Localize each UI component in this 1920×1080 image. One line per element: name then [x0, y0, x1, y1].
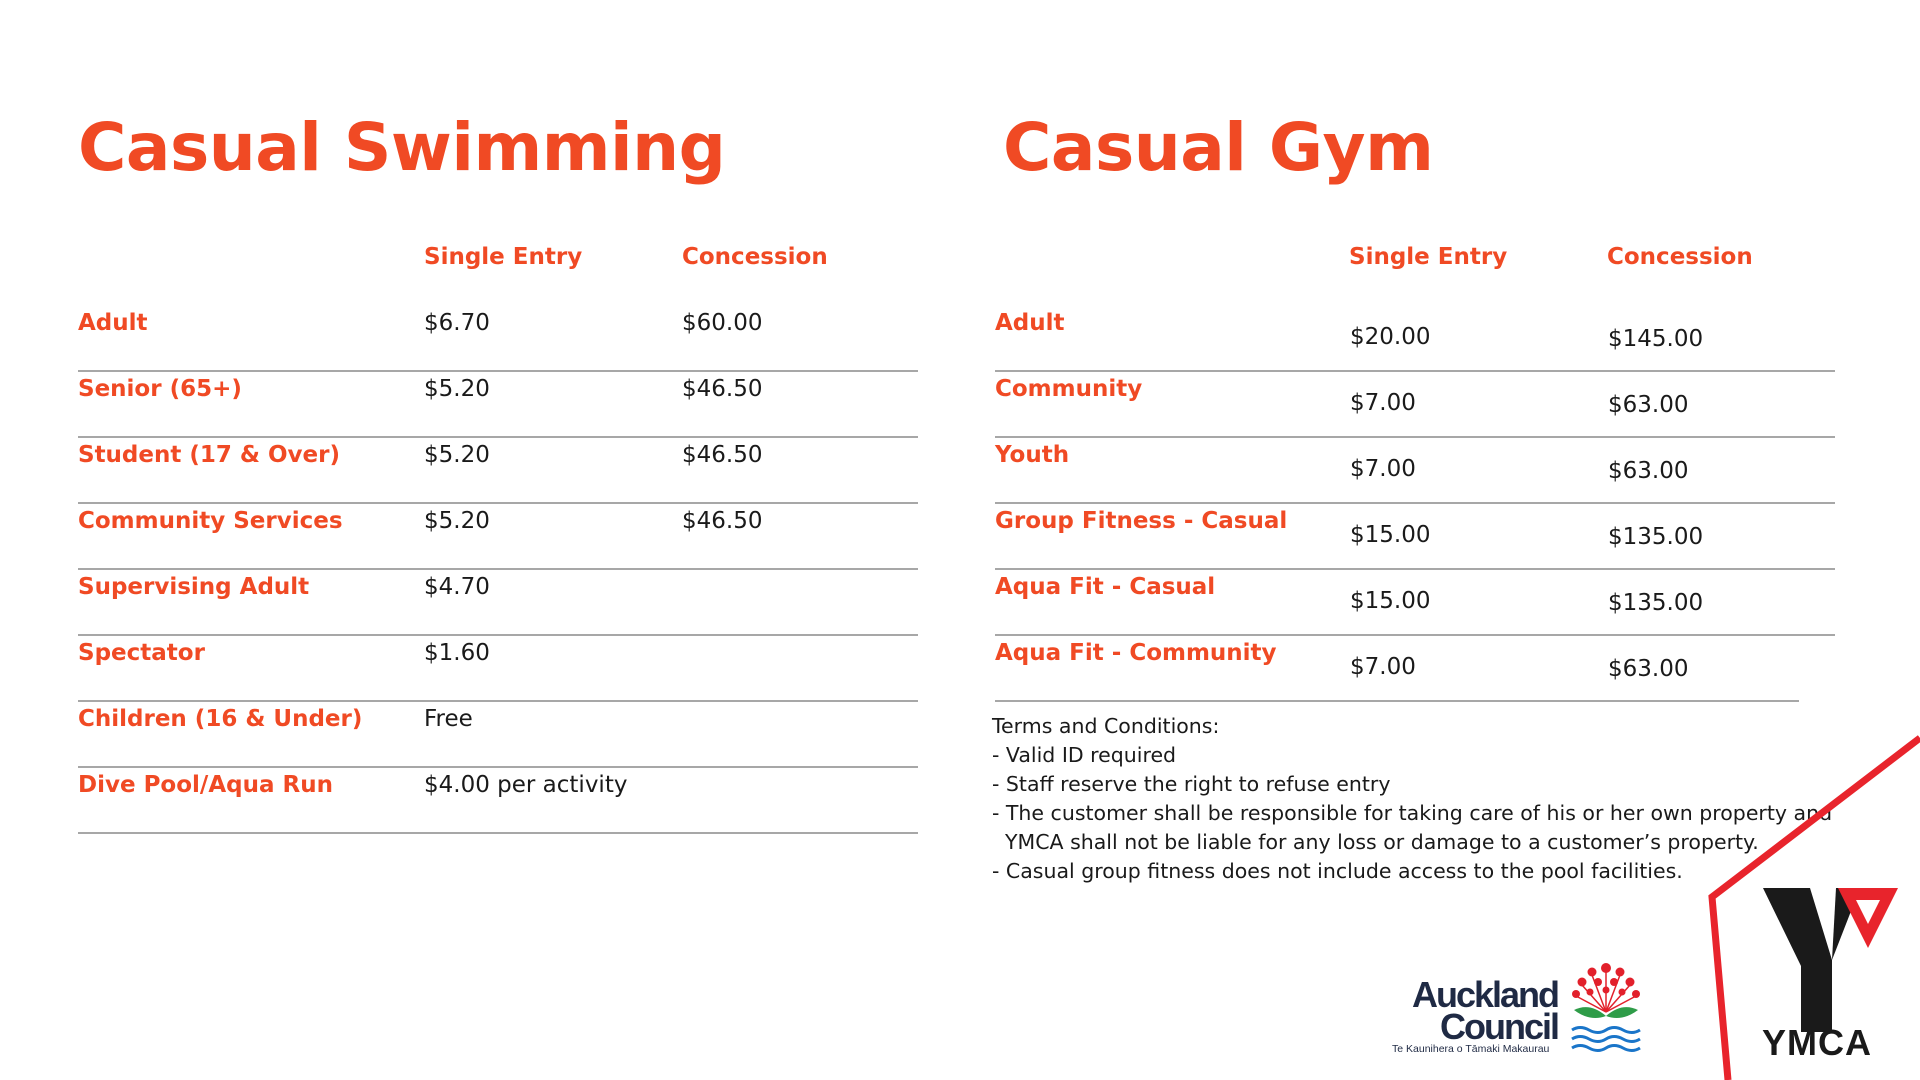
table-row — [995, 502, 1835, 570]
terms-item-continued: YMCA shall not be liable for any loss or damage to a customer’s property. — [1005, 830, 1759, 854]
terms-item: - Staff reserve the right to refuse entry — [992, 772, 1391, 796]
table-row — [78, 568, 918, 636]
council-name-line2: Council — [1440, 1006, 1558, 1047]
concession-price: $46.50 — [682, 442, 763, 468]
table-row — [995, 304, 1835, 372]
gym-header-concession: Concession — [1607, 244, 1753, 270]
single-entry-price: Free — [424, 706, 473, 732]
table-row — [78, 502, 918, 570]
single-entry-price: $1.60 — [424, 640, 490, 666]
auckland-council-logo — [1388, 960, 1648, 1060]
swimming-title: Casual Swimming — [78, 109, 726, 186]
table-row — [78, 304, 918, 372]
concession-price: $60.00 — [682, 310, 763, 336]
pohutukawa-flower-icon — [1564, 960, 1648, 1060]
single-entry-price: $15.00 — [1350, 588, 1431, 614]
terms-heading: Terms and Conditions: — [992, 714, 1220, 738]
table-row — [995, 568, 1835, 636]
gym-title: Casual Gym — [1003, 109, 1434, 186]
single-entry-price: $4.70 — [424, 574, 490, 600]
single-entry-price: $7.00 — [1350, 654, 1416, 680]
terms-item: - The customer shall be responsible for taking care of his or her own property and — [992, 801, 1833, 825]
row-label: Spectator — [78, 640, 205, 666]
council-name-line1: Auckland — [1411, 974, 1558, 1015]
table-row — [78, 700, 918, 768]
single-entry-price: $7.00 — [1350, 390, 1416, 416]
row-label: Senior (65+) — [78, 376, 242, 402]
concession-price: $63.00 — [1608, 392, 1689, 418]
row-label: Dive Pool/Aqua Run — [78, 772, 333, 798]
concession-price: $46.50 — [682, 508, 763, 534]
row-label: Aqua Fit - Community — [995, 640, 1277, 666]
concession-price: $145.00 — [1608, 326, 1704, 352]
single-entry-price: $6.70 — [424, 310, 490, 336]
table-row — [78, 766, 918, 834]
row-label: Student (17 & Over) — [78, 442, 340, 468]
row-label: Youth — [995, 442, 1070, 468]
swimming-header-single-entry: Single Entry — [424, 244, 583, 270]
single-entry-price: $20.00 — [1350, 324, 1431, 350]
single-entry-price: $7.00 — [1350, 456, 1416, 482]
council-tagline: Te Kaunihera o Tāmaki Makaurau — [1392, 1043, 1550, 1055]
single-entry-price: $15.00 — [1350, 522, 1431, 548]
ymca-wordmark: YMCA — [1762, 1022, 1872, 1063]
concession-price: $135.00 — [1608, 524, 1704, 550]
row-label: Community — [995, 376, 1143, 402]
table-row — [78, 634, 918, 702]
single-entry-price: $5.20 — [424, 508, 490, 534]
terms-item: - Valid ID required — [992, 743, 1177, 767]
concession-price: $63.00 — [1608, 458, 1689, 484]
table-row — [995, 634, 1799, 702]
swimming-header-concession: Concession — [682, 244, 828, 270]
row-label: Adult — [995, 310, 1065, 336]
row-label: Aqua Fit - Casual — [995, 574, 1216, 600]
terms-and-conditions — [992, 712, 1833, 886]
table-row — [78, 436, 918, 504]
table-row — [995, 436, 1835, 504]
concession-price: $63.00 — [1608, 656, 1689, 682]
row-label: Supervising Adult — [78, 574, 310, 600]
concession-price: $135.00 — [1608, 590, 1704, 616]
concession-price: $46.50 — [682, 376, 763, 402]
row-label: Children (16 & Under) — [78, 706, 363, 732]
single-entry-price: $5.20 — [424, 442, 490, 468]
terms-item: - Casual group fitness does not include access to the pool facilities. — [992, 859, 1683, 883]
table-row — [78, 370, 918, 438]
table-row — [995, 370, 1835, 438]
row-label: Adult — [78, 310, 148, 336]
single-entry-price: $4.00 per activity — [424, 772, 628, 798]
row-label: Group Fitness - Casual — [995, 508, 1288, 534]
gym-header-single-entry: Single Entry — [1349, 244, 1508, 270]
row-label: Community Services — [78, 508, 343, 534]
single-entry-price: $5.20 — [424, 376, 490, 402]
